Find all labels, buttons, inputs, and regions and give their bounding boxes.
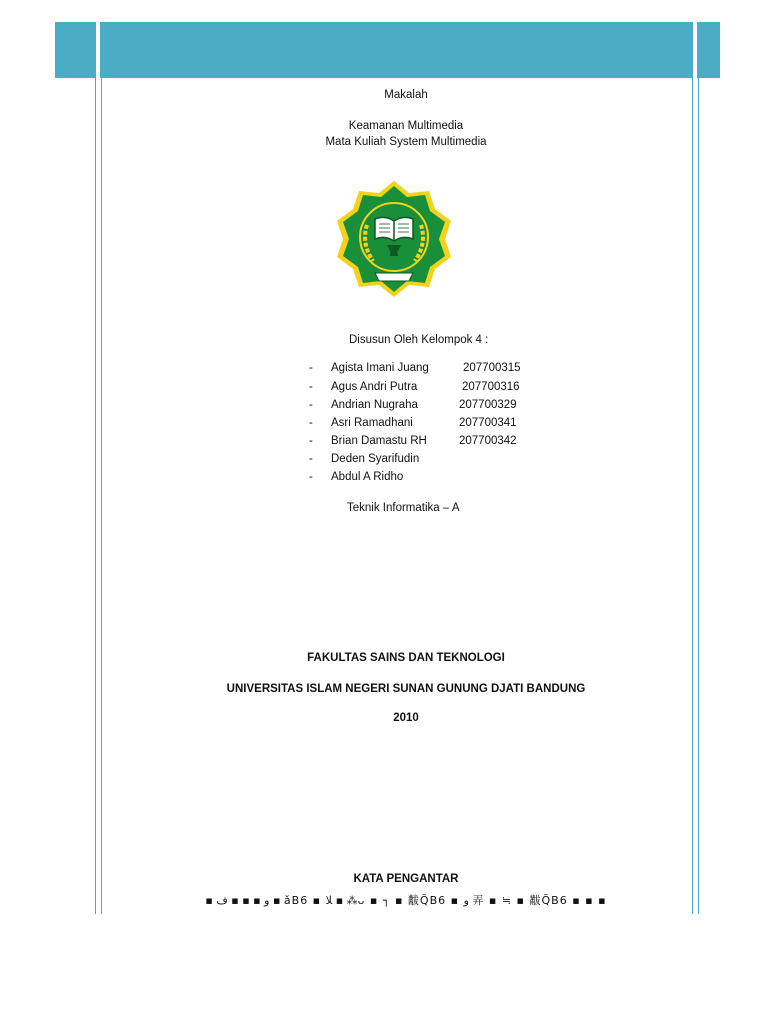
- university-seal-logo: [331, 177, 457, 301]
- border-line: [95, 22, 96, 914]
- author-name: Andrian Nugraha: [331, 399, 418, 411]
- university-name: UNIVERSITAS ISLAM NEGERI SUNAN GUNUNG DJATI BANDUNG: [226, 683, 586, 695]
- author-name: Abdul A Ridho: [331, 471, 404, 483]
- author-name: Asri Ramadhani: [331, 417, 413, 429]
- author-name: Agus Andri Putra: [331, 381, 418, 393]
- author-name: Brian Damastu RH: [331, 435, 427, 447]
- author-nim: 207700329: [459, 399, 517, 411]
- seal-banner: [375, 273, 413, 281]
- faculty-name: FAKULTAS SAINS DAN TEKNOLOGI: [307, 652, 505, 664]
- list-bullet: -: [309, 381, 313, 393]
- border-line: [698, 22, 699, 914]
- section-heading: KATA PENGANTAR: [353, 873, 459, 885]
- doc-title: Keamanan Multimedia: [348, 120, 464, 132]
- list-bullet: -: [309, 399, 313, 411]
- author-nim: 207700341: [459, 417, 517, 429]
- author-name: Deden Syarifudin: [331, 453, 420, 465]
- header-band: [55, 22, 720, 78]
- authors-heading: Disusun Oleh Kelompok 4 :: [349, 334, 489, 346]
- list-bullet: -: [309, 417, 313, 429]
- doc-type: Makalah: [384, 89, 428, 101]
- border-line: [692, 22, 693, 914]
- garbled-text-line: ▪ ﻭ ▪ ▪ ▪ ﻑ ▪ ǎB6 ▪ ﻼ ▪ ⁂ᴗ ▪ ┐ ▪ 黻Q̃B6 ▪ ﻭ 弄 ▪ ≒ ▪ 黻Q̃B6 ▪ ▪ ▪: [205, 894, 607, 907]
- study-program: Teknik Informatika – A: [347, 502, 460, 514]
- list-bullet: -: [309, 471, 313, 483]
- author-nim: 207700315: [463, 362, 521, 374]
- list-bullet: -: [309, 435, 313, 447]
- author-nim: 207700316: [462, 381, 520, 393]
- course-name: Mata Kuliah System Multimedia: [325, 136, 487, 148]
- list-bullet: -: [309, 453, 313, 465]
- author-nim: 207700342: [459, 435, 517, 447]
- year: 2010: [393, 712, 419, 724]
- list-bullet: -: [309, 362, 313, 374]
- border-line: [101, 22, 102, 914]
- author-name: Agista Imani Juang: [331, 362, 429, 374]
